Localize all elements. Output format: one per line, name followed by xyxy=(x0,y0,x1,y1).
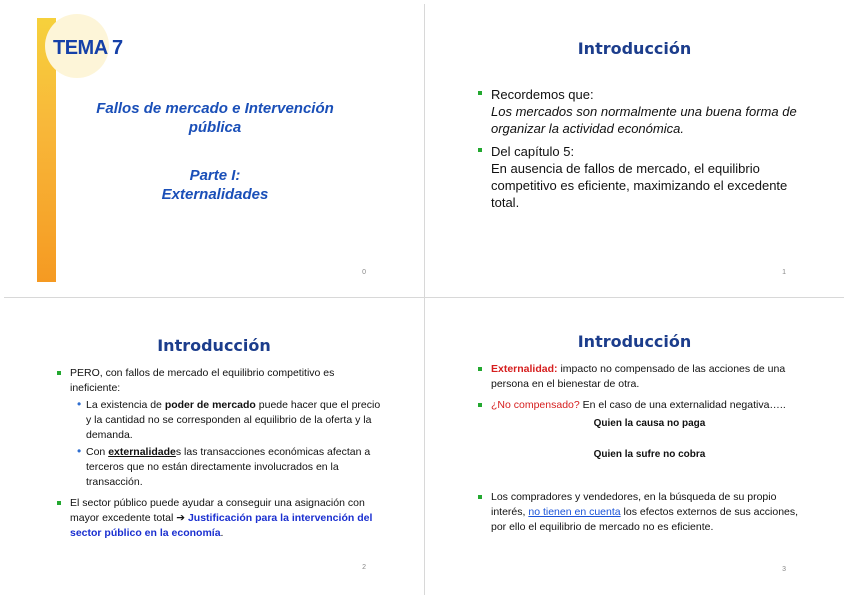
text: s las transacciones económicas afectan a terceros que no están directamente involucrados en la transacción. xyxy=(86,446,371,488)
slide-2 xyxy=(4,298,424,595)
slide-title: Introducción xyxy=(577,332,692,351)
emphasis-line: Quien la causa no paga xyxy=(593,418,706,429)
slide-number: 1 xyxy=(782,269,786,276)
slide-number: 2 xyxy=(362,564,366,571)
text: Con xyxy=(86,446,109,458)
part-line-1: Parte I: xyxy=(189,167,241,184)
list-item xyxy=(478,86,808,137)
text: los efectos externos de sus acciones, por ello el equilibrio de mercado no es eficiente. xyxy=(491,506,799,533)
bullet-italic-text: Los mercados son normalmente una buena forma de organizar la actividad económica. xyxy=(491,104,797,136)
list-item xyxy=(57,496,387,541)
bullet-list xyxy=(478,86,808,211)
slide-0 xyxy=(4,4,424,297)
slide-0-subtitle xyxy=(80,166,350,204)
text: En el caso de una externalidad negativa….. xyxy=(579,399,786,411)
text: El sector público puede ayudar a conseguir una asignación con mayor excedente total xyxy=(70,497,365,524)
sub-list-item xyxy=(70,398,387,443)
slide-3 xyxy=(425,298,844,595)
sub-list xyxy=(70,398,387,490)
bullet-intro: Del capítulo 5: xyxy=(491,144,575,159)
part-line-2: Externalidades xyxy=(161,186,269,203)
highlight-text: Justificación para la intervención del sector público en la economía xyxy=(70,512,373,539)
list-item xyxy=(478,398,808,462)
bold-underlined-text: externalidade xyxy=(108,446,176,458)
bullet-text: En ausencia de fallos de mercado, el equilibrio competitivo es eficiente, maximizando el excedente total. xyxy=(491,161,788,210)
emphasis-line: Quien la sufre no cobra xyxy=(593,449,706,460)
text: La existencia de xyxy=(86,399,165,411)
text: . xyxy=(220,527,224,539)
title-line-1: Fallos de mercado e Intervención xyxy=(96,100,334,117)
title-line-2: pública xyxy=(188,119,242,136)
question-text: ¿No compensado? xyxy=(491,399,580,411)
list-item xyxy=(478,362,808,392)
tema-label: TEMA 7 xyxy=(53,37,123,59)
text: Los compradores y vendedores, en la búsqueda de su propio interés, xyxy=(491,491,777,518)
term-text: Externalidad: xyxy=(491,363,558,375)
text: impacto no compensado de las acciones de una persona en el bienestar de otra. xyxy=(491,363,786,390)
bold-text: poder de mercado xyxy=(164,399,256,411)
slide-number: 3 xyxy=(782,566,786,573)
bullet-intro: Recordemos que: xyxy=(491,87,594,102)
bullet-list xyxy=(57,366,387,541)
slide-0-title xyxy=(80,99,350,137)
bullet-list xyxy=(478,362,808,535)
sub-list-item xyxy=(70,445,387,490)
list-item xyxy=(478,490,808,535)
list-item xyxy=(478,143,808,211)
list-item xyxy=(57,366,387,490)
slide-title: Introducción xyxy=(157,336,271,355)
slide-1 xyxy=(425,4,844,297)
slide-title: Introducción xyxy=(577,39,692,58)
link-text[interactable]: no tienen en cuenta xyxy=(528,506,621,518)
text: puede hacer que el precio y la cantidad no se corresponden al equilibrio de la oferta y la demanda. xyxy=(86,399,381,441)
slide-number: 0 xyxy=(362,269,366,276)
arrow-icon: ➔ xyxy=(176,512,186,524)
bullet-text: PERO, con fallos de mercado el equilibrio competitivo es ineficiente: xyxy=(70,367,335,394)
